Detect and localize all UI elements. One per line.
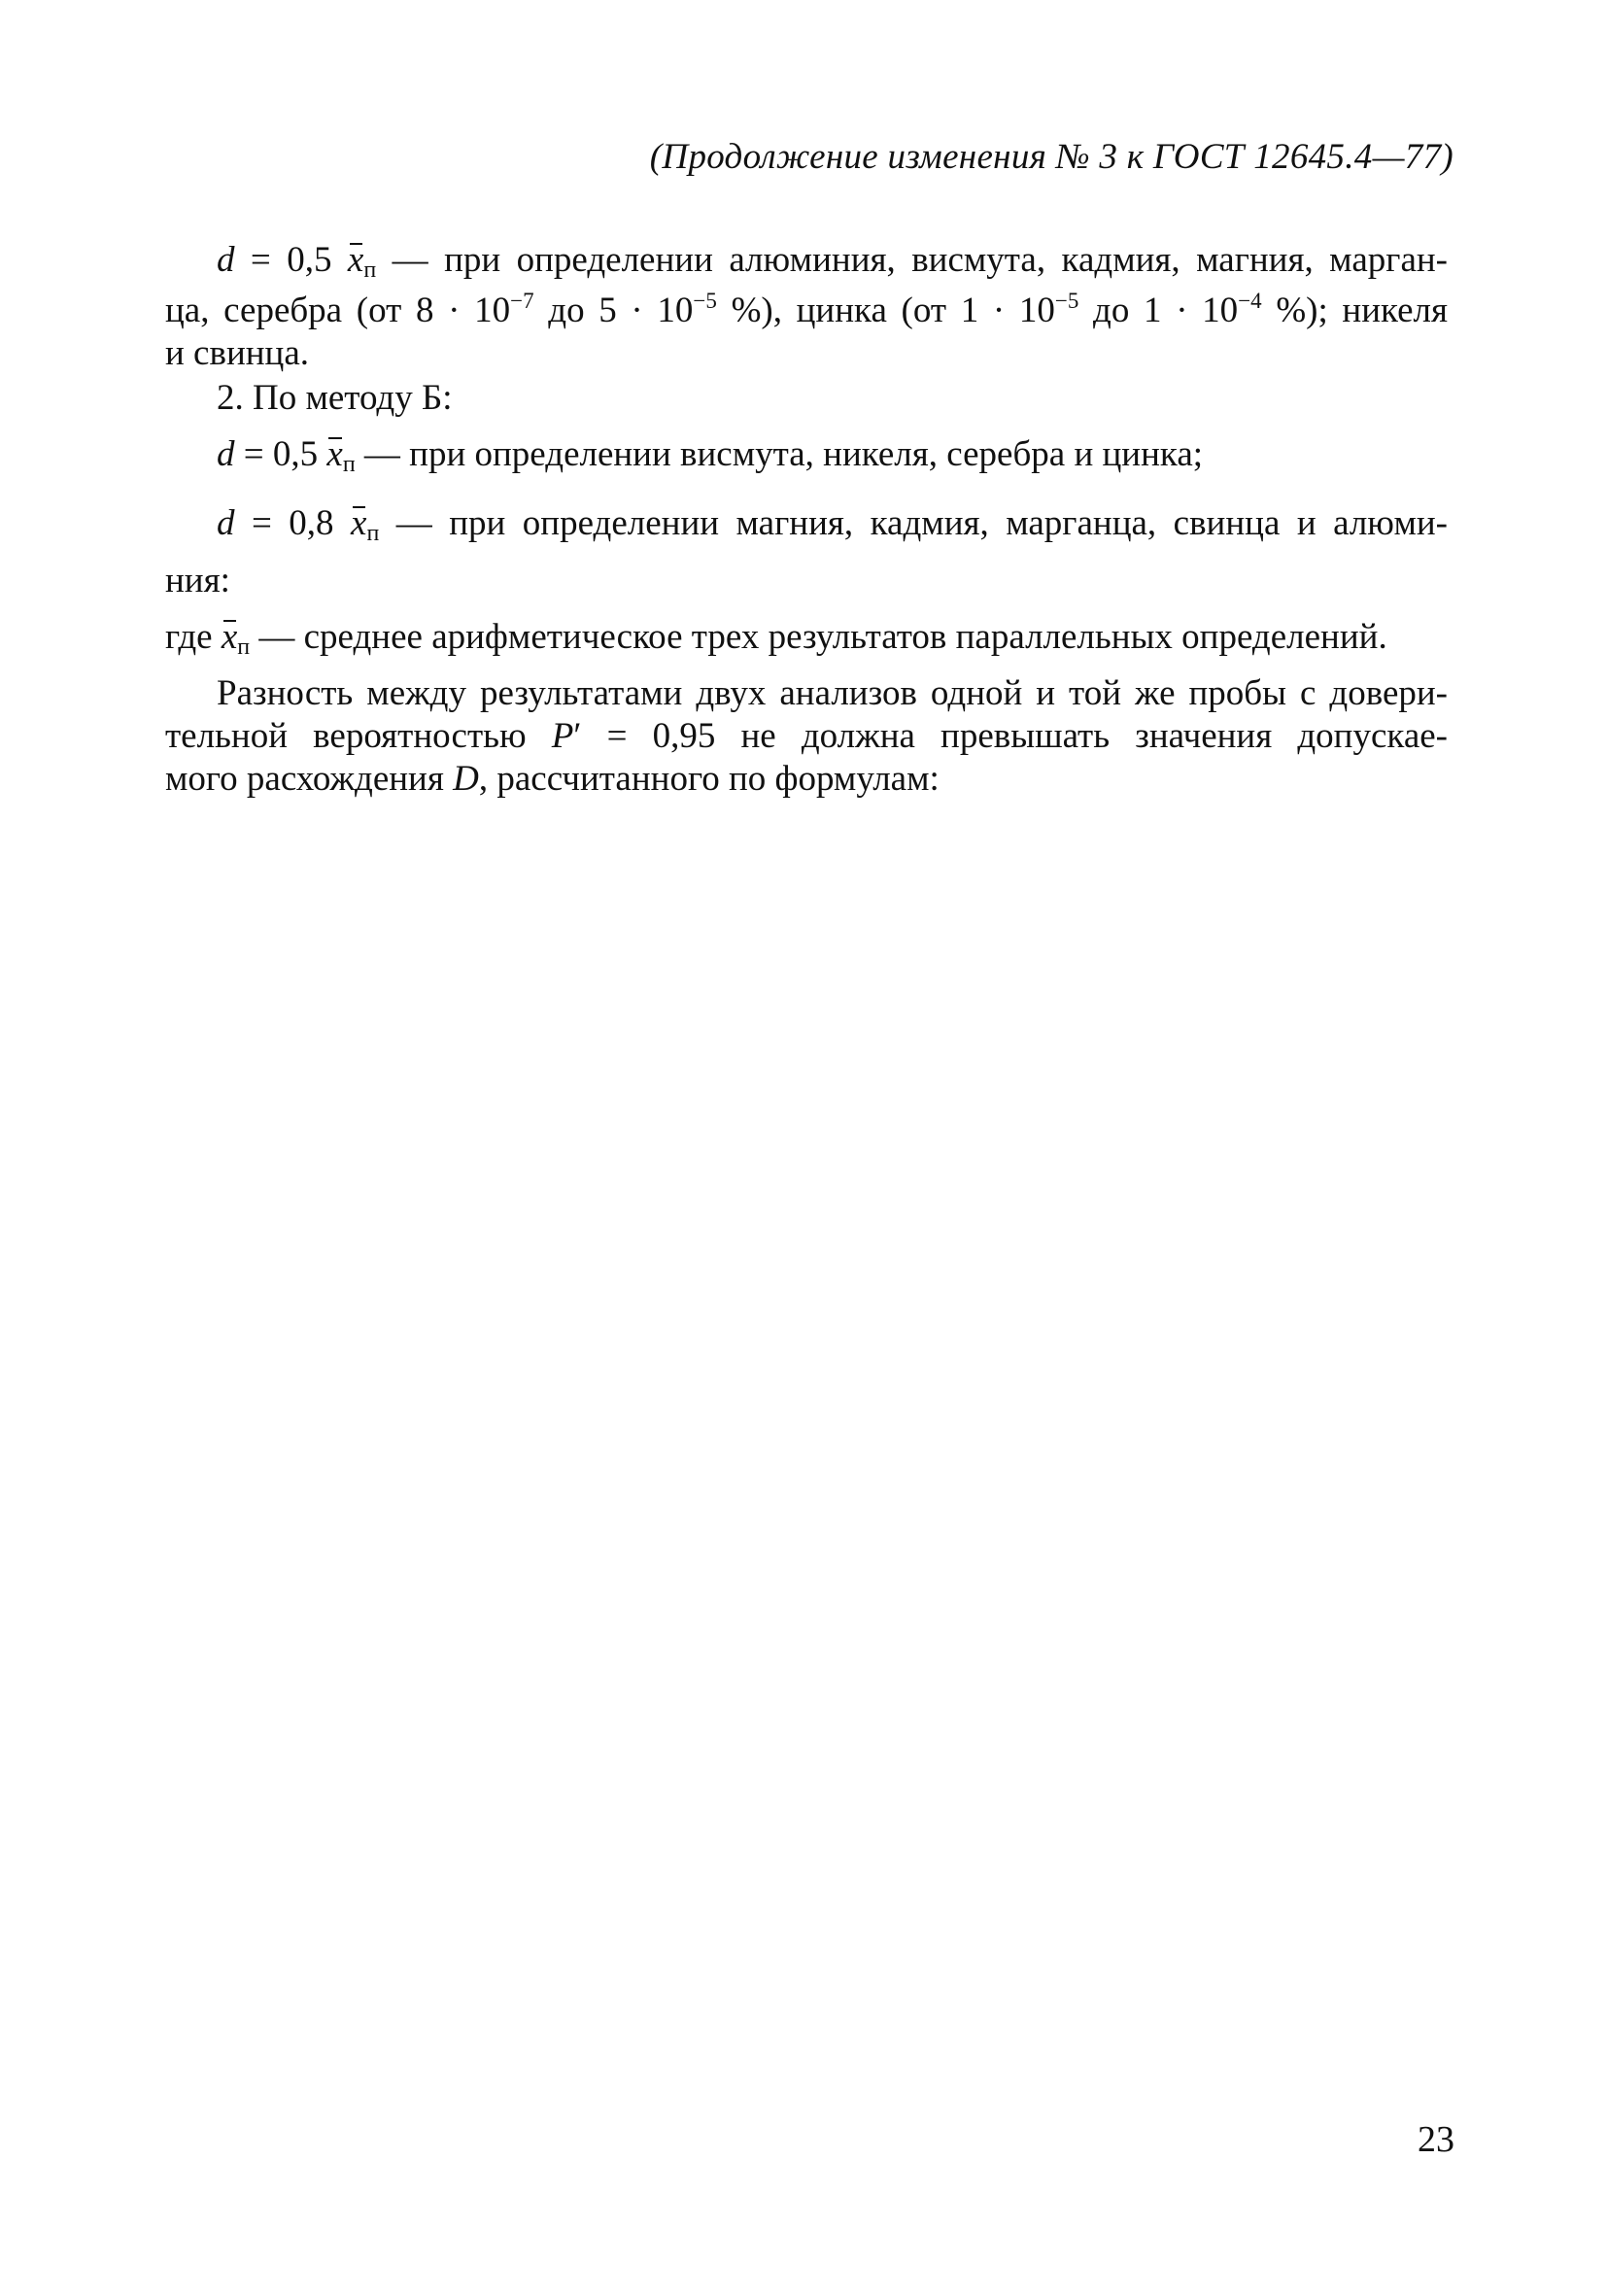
text-line-concentration-ranges: ца, серебра (от $8 \cdot 10^{-7}$ до $5 \cdot 10^{-5}$ %), цинка (от $1 \cdot 10^{-5}$ до $1 \cdot 10^{-4}$ %); никеля [165,289,1448,330]
subscript-n: п [363,257,377,283]
text-line-and-lead: и свинца. [165,333,310,373]
variable-d: d [217,240,235,280]
method-b-heading: 2. По методу Б: [217,378,453,418]
text-line-discrepancy: мого расхождения D, рассчитанного по формулам: [165,759,940,799]
formula-line-d-0-5-aluminium: d = 0,5 xп — при определении алюминия, висмута, кадмия, магния, марган- [217,240,1448,283]
text-line-confidence: тельной вероятностью P′ = 0,95 не должна превышать значения допускае- [165,716,1448,756]
formula-line-d-0-8-magnesium: d = 0,8 xп — при определении магния, кадмия, марганца, свинца и алюми- [217,503,1448,546]
variable-x-bar: x [347,240,364,280]
variable-d-capital: D [453,759,479,799]
definition-line-x-bar: где xп — среднее арифметическое трех результатов параллельных определений. [165,617,1387,660]
page-number: 23 [1418,2119,1454,2160]
text-line-difference: Разность между результатами двух анализов одной и той же пробы с довери- [217,673,1448,713]
formula-line-d-0-5-bismuth: d = 0,5 xп — при определении висмута, никеля, серебра и цинка; [217,434,1204,477]
text-line-aluminium-end: ния: [165,561,230,600]
continuation-header: (Продолжение изменения № 3 к ГОСТ 12645.4—77) [649,137,1453,177]
variable-p: P [551,716,574,756]
